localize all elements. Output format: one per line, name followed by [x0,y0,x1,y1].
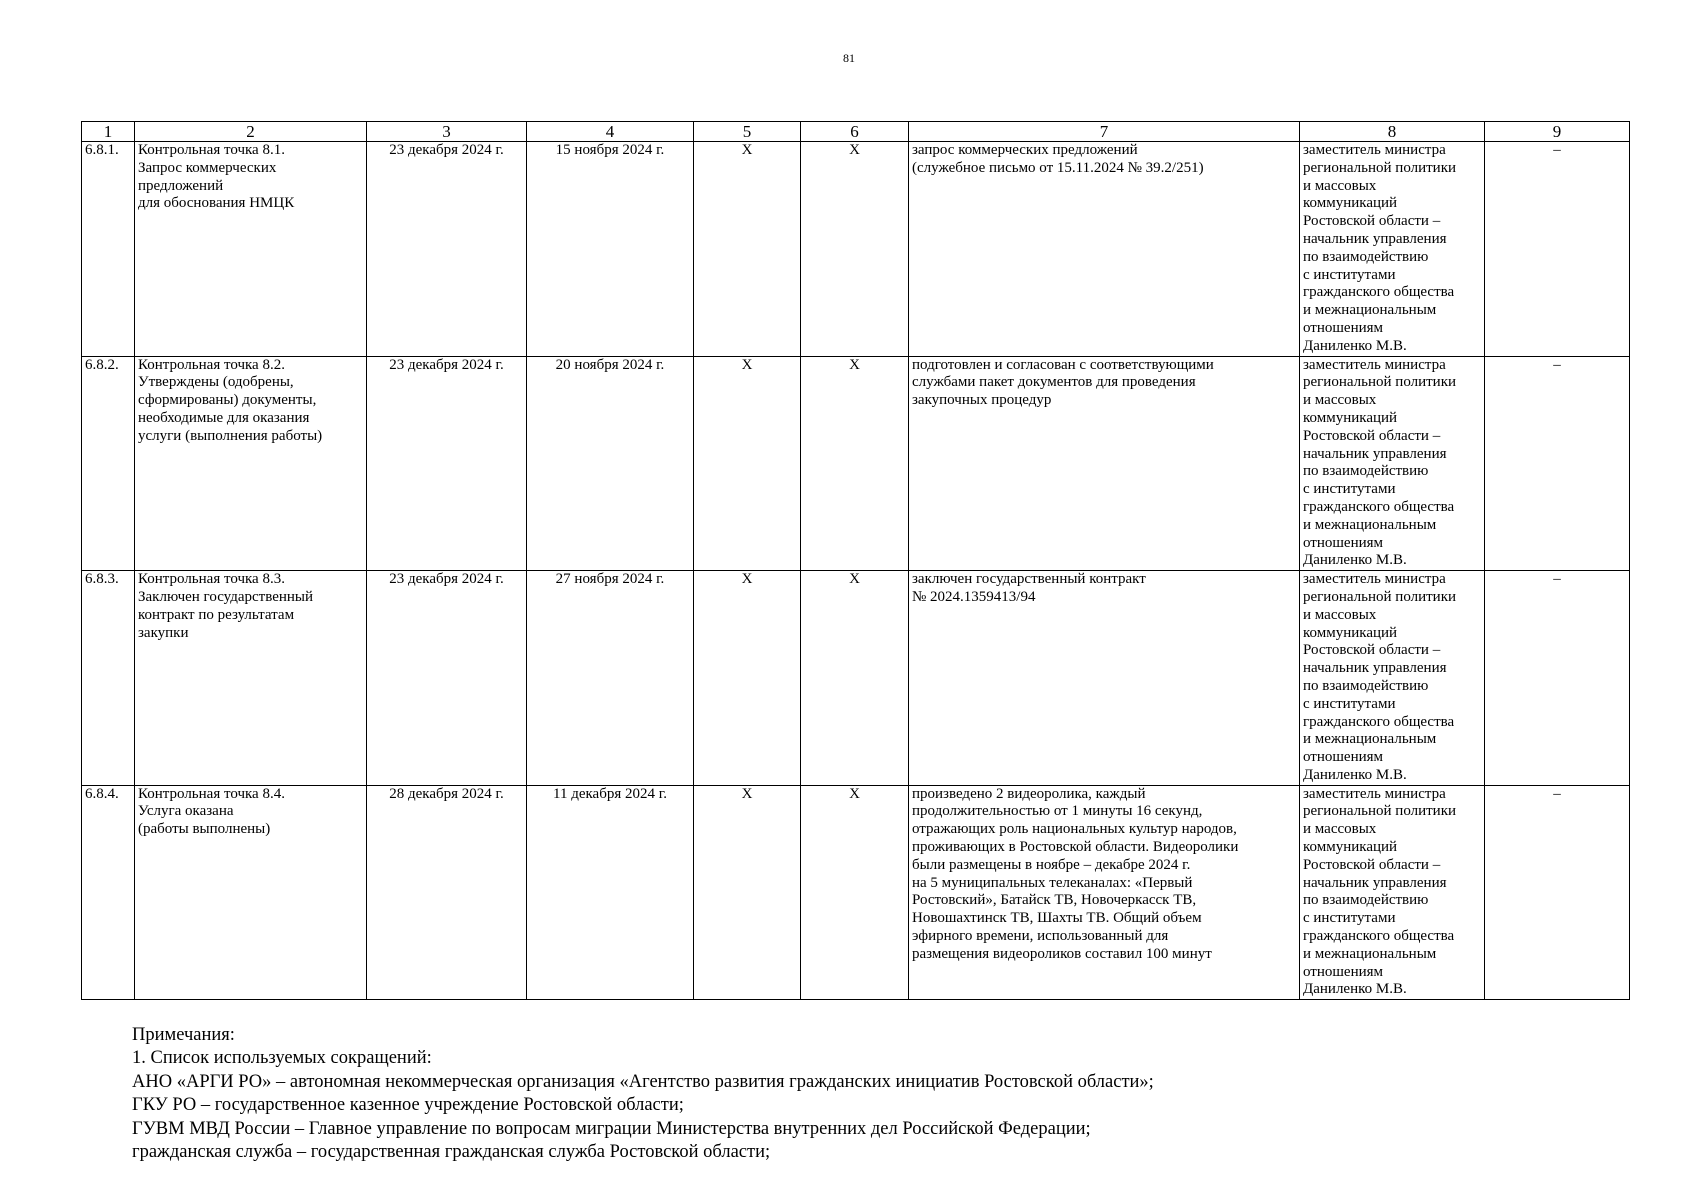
column-6-value: Х [801,356,909,571]
control-point-name: Контрольная точка 8.3. Заключен государственный контракт по результатам закупки [135,571,367,786]
table-row [82,356,1630,571]
column-9-value: – [1485,142,1630,357]
column-header: 8 [1300,122,1485,142]
column-6-value: Х [801,571,909,786]
responsible-person: заместитель министра региональной политики и массовых коммуникаций Ростовской области – начальник управления по взаимодействию с институтами гражданского общества и межнациональным отношениям Даниленко М.В. [1300,356,1485,571]
control-point-name: Контрольная точка 8.1. Запрос коммерческих предложений для обоснования НМЦК [135,142,367,357]
fact-date: 11 декабря 2024 г. [527,785,694,1000]
plan-date: 23 декабря 2024 г. [367,571,527,786]
row-number: 6.8.2. [82,356,135,571]
column-9-value: – [1485,571,1630,786]
column-header: 9 [1485,122,1630,142]
notes-line: ГКУ РО – государственное казенное учреждение Ростовской области; [132,1095,684,1116]
row-number: 6.8.4. [82,785,135,1000]
control-point-name: Контрольная точка 8.2. Утверждены (одобрены, сформированы) документы, необходимые для оказания услуги (выполнения работы) [135,356,367,571]
result-description: заключен государственный контракт № 2024.1359413/94 [909,571,1300,786]
column-6-value: Х [801,785,909,1000]
column-header: 1 [82,122,135,142]
column-header: 2 [135,122,367,142]
column-header: 4 [527,122,694,142]
column-5-value: Х [694,785,801,1000]
notes-line: гражданская служба – государственная гражданская служба Ростовской области; [132,1142,771,1163]
table-row [82,142,1630,357]
column-5-value: Х [694,571,801,786]
plan-date: 23 декабря 2024 г. [367,142,527,357]
notes-line: 1. Список используемых сокращений: [132,1048,432,1069]
column-9-value: – [1485,356,1630,571]
column-header: 6 [801,122,909,142]
control-point-name: Контрольная точка 8.4. Услуга оказана (работы выполнены) [135,785,367,1000]
column-6-value: Х [801,142,909,357]
row-number: 6.8.3. [82,571,135,786]
column-header: 5 [694,122,801,142]
responsible-person: заместитель министра региональной политики и массовых коммуникаций Ростовской области – начальник управления по взаимодействию с институтами гражданского общества и межнациональным отношениям Даниленко М.В. [1300,571,1485,786]
column-header: 7 [909,122,1300,142]
row-number: 6.8.1. [82,142,135,357]
plan-date: 28 декабря 2024 г. [367,785,527,1000]
plan-date: 23 декабря 2024 г. [367,356,527,571]
table-row [82,571,1630,786]
result-description: запрос коммерческих предложений (служебное письмо от 15.11.2024 № 39.2/251) [909,142,1300,357]
notes-heading: Примечания: [132,1025,235,1045]
table-header-row [82,122,1630,142]
fact-date: 15 ноября 2024 г. [527,142,694,357]
column-5-value: Х [694,356,801,571]
fact-date: 27 ноября 2024 г. [527,571,694,786]
table-row [82,785,1630,1000]
notes-section [132,1024,1612,1164]
column-9-value: – [1485,785,1630,1000]
result-description: подготовлен и согласован с соответствующими службами пакет документов для проведения закупочных процедур [909,356,1300,571]
column-5-value: Х [694,142,801,357]
responsible-person: заместитель министра региональной политики и массовых коммуникаций Ростовской области – начальник управления по взаимодействию с институтами гражданского общества и межнациональным отношениям Даниленко М.В. [1300,785,1485,1000]
result-description: произведено 2 видеоролика, каждый продолжительностью от 1 минуты 16 секунд, отражающих роль национальных культур народов, проживающих в Ростовской области. Видеоролики были размещены в ноябре – декабре 2024 г. на 5 муниципальных телеканалах: «Первый Ростовский», Батайск ТВ, Новочеркасск ТВ, Новошахтинск ТВ, Шахты ТВ. Общий объем эфирного времени, использованный для размещения видеороликов составил 100 минут [909,785,1300,1000]
responsible-person: заместитель министра региональной политики и массовых коммуникаций Ростовской области – начальник управления по взаимодействию с институтами гражданского общества и межнациональным отношениям Даниленко М.В. [1300,142,1485,357]
notes-line: АНО «АРГИ РО» – автономная некоммерческая организация «Агентство развития гражданских инициатив Ростовской области»; [132,1071,1154,1092]
column-header: 3 [367,122,527,142]
notes-line: ГУВМ МВД России – Главное управление по вопросам миграции Министерства внутренних дел Российской Федерации; [132,1118,1091,1139]
fact-date: 20 ноября 2024 г. [527,356,694,571]
control-points-table [81,121,1630,1000]
page-number: 81 [843,51,855,65]
